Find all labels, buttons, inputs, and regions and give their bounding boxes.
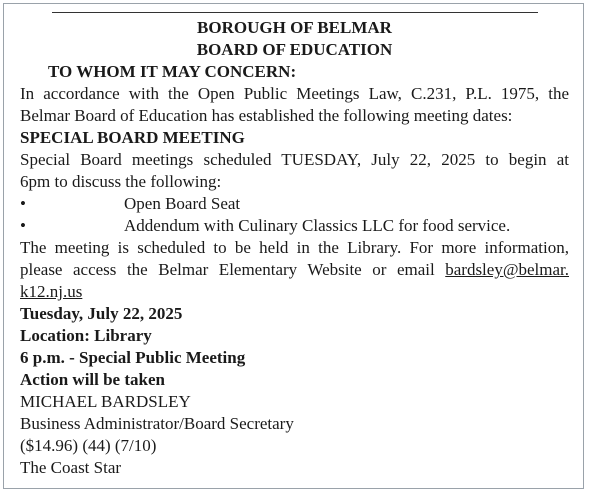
publication-name: The Coast Star — [20, 458, 122, 477]
meeting-location: Location: Library — [20, 326, 152, 345]
info-line-1: The meeting is scheduled to be held in the Library. For more information, — [20, 238, 569, 257]
legal-notice — [3, 3, 584, 489]
info-line-3 — [20, 281, 569, 303]
intro-line-2: Belmar Board of Education has established the following meeting dates: — [20, 106, 513, 125]
signer-name: MICHAEL BARDSLEY — [20, 392, 191, 411]
notice-title-board: BOARD OF EDUCATION — [196, 40, 393, 59]
meeting-desc-line-1: Special Board meetings scheduled TUESDAY, July 22, 2025 to begin at — [20, 150, 569, 169]
billing-code: ($14.96) (44) (7/10) — [20, 436, 157, 455]
meeting-time: 6 p.m. - Special Public Meeting — [20, 348, 246, 367]
bullet-icon: • — [20, 194, 26, 213]
bullet-text: Open Board Seat — [124, 194, 241, 213]
signer-title: Business Administrator/Board Secretary — [20, 414, 294, 433]
bullet-icon: • — [20, 216, 26, 235]
email-link-continued[interactable]: k12.nj.us — [20, 282, 83, 301]
meeting-heading: SPECIAL BOARD MEETING — [20, 128, 245, 147]
bullet-item — [20, 193, 569, 215]
info-line-2-text: please access the Belmar Elementary Website or email — [20, 260, 446, 279]
notice-title-borough: BOROUGH OF BELMAR — [197, 18, 392, 37]
top-rule — [52, 12, 538, 13]
bullet-text: Addendum with Culinary Classics LLC for food service. — [124, 216, 511, 235]
email-link[interactable]: bardsley@belmar. — [445, 260, 569, 279]
salutation: TO WHOM IT MAY CONCERN: — [48, 62, 297, 81]
bullet-item — [20, 215, 569, 237]
meeting-action: Action will be taken — [20, 370, 165, 389]
meeting-date: Tuesday, July 22, 2025 — [20, 304, 183, 323]
info-line-2 — [20, 259, 569, 281]
intro-line-1: In accordance with the Open Public Meetings Law, C.231, P.L. 1975, the — [20, 84, 569, 103]
meeting-desc-line-2: 6pm to discuss the following: — [20, 172, 222, 191]
